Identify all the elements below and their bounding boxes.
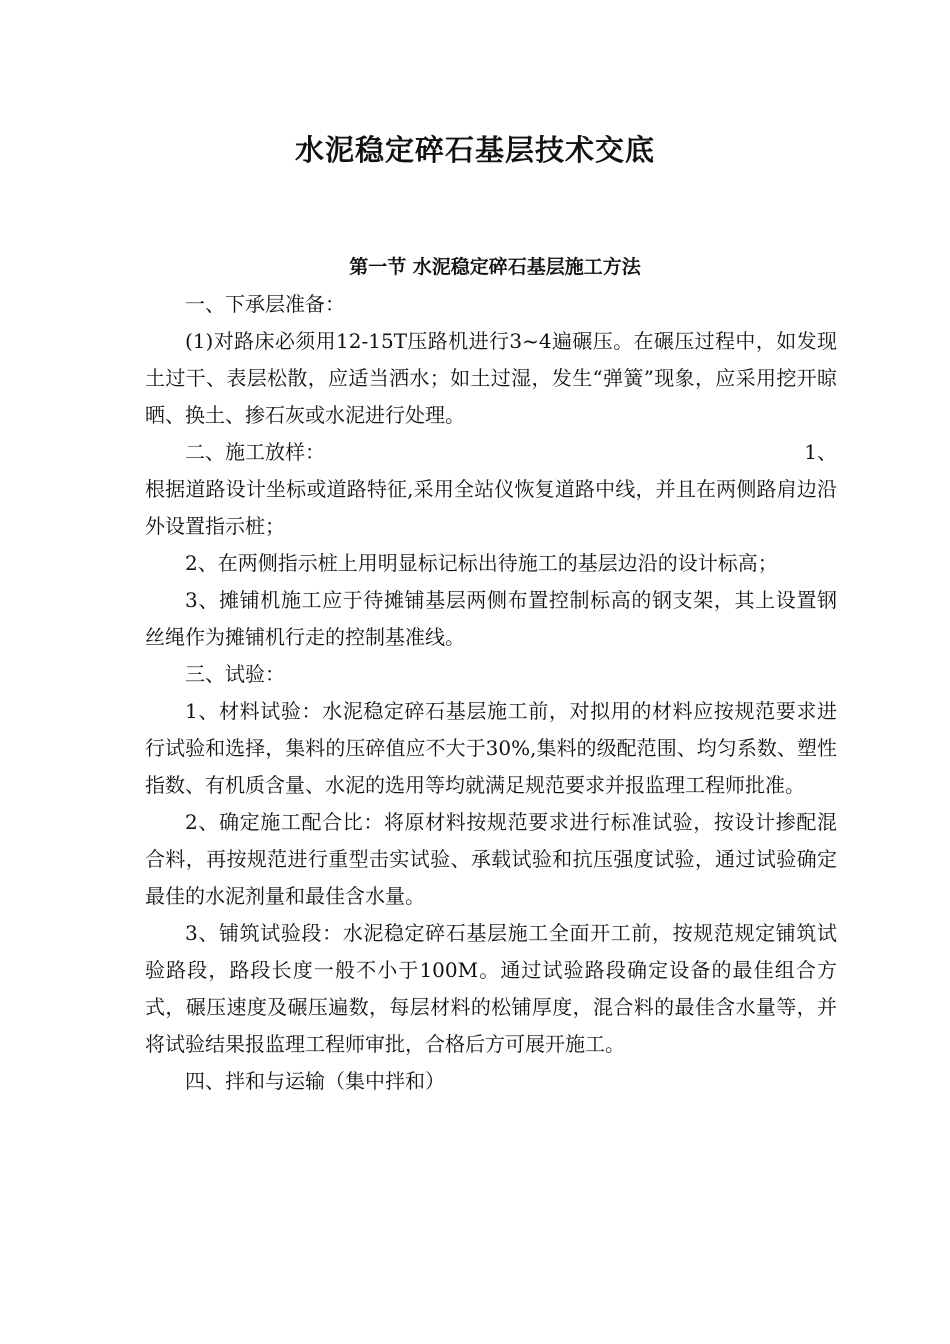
- heading-2-item-number: 1、: [804, 440, 837, 464]
- paragraph-3-1: 1、材料试验：水泥稳定碎石基层施工前，对拟用的材料应按规范要求进行试验和选择，集料的压碎值应不大于30%,集料的级配范围、均匀系数、塑性指数、有机质含量、水泥的选用等均就满足规范要求并报监理工程师批准。: [145, 699, 837, 797]
- heading-2-line: [145, 434, 837, 471]
- document-body: [145, 286, 837, 1100]
- heading-3: 三、试验：: [185, 662, 285, 686]
- paragraph-2-3: 3、摊铺机施工应于待摊铺基层两侧布置控制标高的钢支架，其上设置钢丝绳作为摊铺机行走的控制基准线。: [145, 588, 837, 649]
- paragraph-2-2: 2、在两侧指示桩上用明显标记标出待施工的基层边沿的设计标高；: [185, 551, 778, 575]
- paragraph-1: (1)对路床必须用12-15T压路机进行3~4遍碾压。在碾压过程中，如发现土过干、表层松散，应适当洒水；如土过湿，发生“弹簧”现象，应采用挖开晾晒、换土、掺石灰或水泥进行处理。: [145, 329, 837, 427]
- section-title: 第一节 水泥稳定碎石基层施工方法: [349, 256, 641, 278]
- heading-4: 四、拌和与运输（集中拌和）: [185, 1069, 445, 1093]
- paragraph-2-1: 根据道路设计坐标或道路特征,采用全站仪恢复道路中线，并且在两侧路肩边沿外设置指示桩；: [145, 477, 837, 538]
- heading-1: 一、下承层准备：: [185, 292, 345, 316]
- paragraph-3-3: 3、铺筑试验段：水泥稳定碎石基层施工全面开工前，按规范规定铺筑试验路段，路段长度一般不小于100M。通过试验路段确定设备的最佳组合方式，碾压速度及碾压遍数，每层材料的松铺厚度，混合料的最佳含水量等，并将试验结果报监理工程师审批，合格后方可展开施工。: [145, 921, 837, 1056]
- document-title: 水泥稳定碎石基层技术交底: [294, 133, 655, 167]
- paragraph-3-2: 2、确定施工配合比：将原材料按规范要求进行标准试验，按设计掺配混合料，再按规范进行重型击实试验、承载试验和抗压强度试验，通过试验确定最佳的水泥剂量和最佳含水量。: [145, 810, 837, 908]
- heading-2: 二、施工放样：: [185, 440, 325, 464]
